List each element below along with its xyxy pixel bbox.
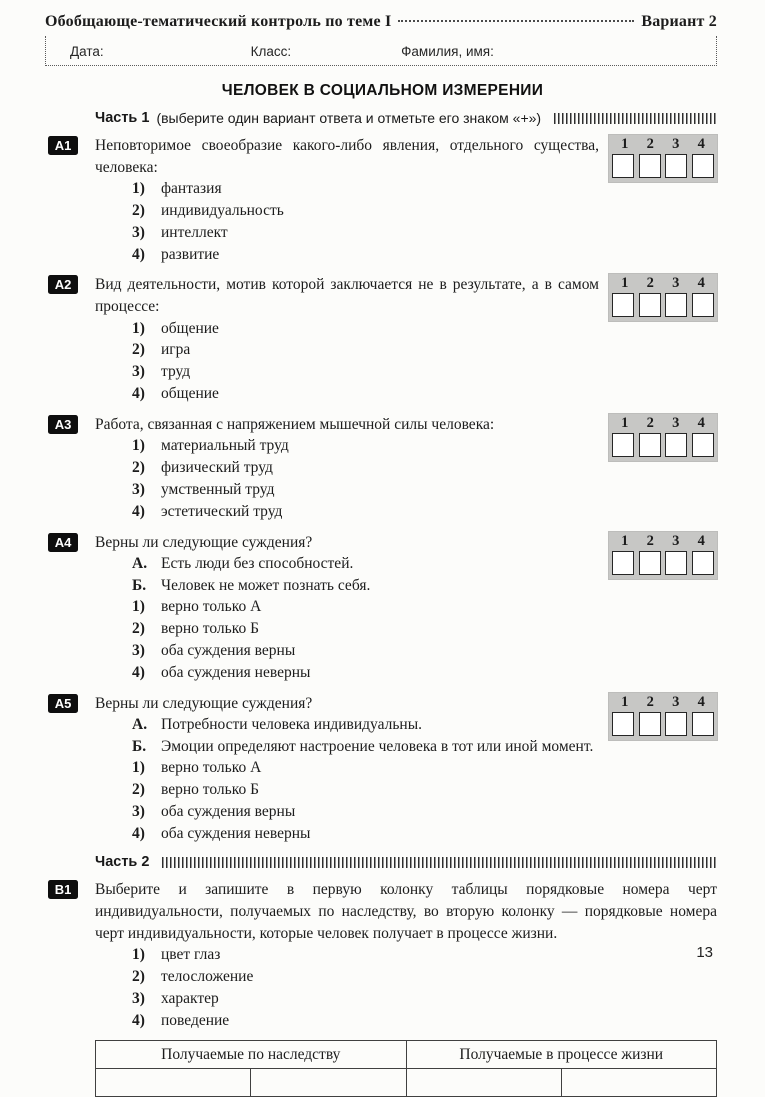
question-a4 (48, 532, 717, 684)
option (95, 944, 717, 966)
option-number: 1) (132, 598, 145, 616)
grid-col-label: 1 (621, 693, 629, 710)
table-answer-cell-3[interactable] (406, 1069, 561, 1097)
table-answer-cell-4[interactable] (561, 1069, 716, 1097)
grid-col-label: 3 (672, 532, 680, 549)
header-title-row (45, 13, 717, 31)
answer-grid-boxes (612, 154, 714, 178)
option-text: оба суждения верны (161, 802, 296, 820)
grid-col-label: 4 (697, 275, 705, 292)
option-number: 4) (132, 245, 145, 263)
page-number: 13 (696, 944, 713, 961)
option-number: 3) (132, 802, 145, 820)
option (95, 988, 717, 1010)
question-a1-badge: А1 (48, 136, 78, 155)
question-stem: Работа, связанная с напряжением мышечной силы человека: (95, 415, 495, 433)
option-number: 2) (132, 459, 145, 477)
name-input-area[interactable] (494, 45, 706, 59)
statement-letter: Б. (132, 576, 147, 594)
option-text: верно только А (161, 598, 262, 616)
question-b1-badge: В1 (48, 880, 78, 899)
option-number: 3) (132, 363, 145, 381)
statement-letter: Б. (132, 737, 147, 755)
grid-col-label: 3 (672, 693, 680, 710)
option-text: игра (161, 341, 191, 359)
option-text: верно только Б (161, 781, 259, 799)
option (95, 596, 717, 618)
answer-box-3[interactable] (665, 712, 687, 736)
option (95, 383, 717, 405)
option-number: 4) (132, 502, 145, 520)
question-a2 (48, 274, 717, 404)
answer-grid-header (612, 274, 714, 293)
option-text: поведение (161, 1011, 230, 1029)
options-list (95, 596, 717, 683)
answer-box-2[interactable] (639, 551, 661, 575)
option-text: развитие (161, 245, 220, 263)
table-header-acquired: Получаемые в процессе жизни (406, 1041, 717, 1069)
grid-col-label: 3 (672, 414, 680, 431)
option (95, 966, 717, 988)
option-number: 1) (132, 437, 145, 455)
option-number: 1) (132, 759, 145, 777)
answer-box-3[interactable] (665, 433, 687, 457)
option-text: оба суждения неверны (161, 824, 311, 842)
options-list (95, 318, 717, 405)
answer-grid-header (612, 532, 714, 551)
option-number: 4) (132, 824, 145, 842)
b1-answer-table (95, 1040, 717, 1097)
option-number: 2) (132, 620, 145, 638)
variant-label: Вариант 2 (641, 13, 717, 30)
answer-box-3[interactable] (665, 551, 687, 575)
option (95, 501, 717, 523)
date-label: Дата: (70, 44, 104, 59)
option-text: физический труд (161, 459, 273, 477)
answer-grid-boxes (612, 433, 714, 457)
grid-col-label: 3 (672, 275, 680, 292)
option (95, 662, 717, 684)
answer-grid-a5 (609, 693, 717, 740)
option-number: 2) (132, 341, 145, 359)
option-text: цвет глаз (161, 946, 221, 964)
answer-box-4[interactable] (692, 293, 714, 317)
option-number: 1) (132, 319, 145, 337)
header (45, 13, 717, 66)
option-text: фантазия (161, 180, 222, 198)
statement-text: Потребности человека индивидуальны. (161, 716, 423, 734)
answer-grid-boxes (612, 293, 714, 317)
answer-box-4[interactable] (692, 433, 714, 457)
answer-box-2[interactable] (639, 293, 661, 317)
answer-box-1[interactable] (612, 551, 634, 575)
option (95, 823, 717, 845)
option-text: характер (161, 989, 219, 1007)
option (95, 479, 717, 501)
option-number: 4) (132, 663, 145, 681)
answer-grid-a3 (609, 414, 717, 461)
answer-grid-boxes (612, 551, 714, 575)
question-a4-badge: А4 (48, 533, 78, 552)
part2-label: Часть 2 (95, 854, 150, 871)
grid-col-label: 4 (697, 136, 705, 152)
question-stem: Вид деятельности, мотив которой заключается не в результате, а в самом процессе: (95, 276, 599, 315)
table-answer-cell-1[interactable] (96, 1069, 251, 1097)
option-text: труд (161, 363, 191, 381)
hatch-band (162, 857, 717, 868)
option-number: 2) (132, 781, 145, 799)
answer-box-3[interactable] (665, 293, 687, 317)
dotted-leader (398, 20, 634, 22)
grid-col-label: 4 (697, 693, 705, 710)
option-number: 4) (132, 384, 145, 402)
answer-box-4[interactable] (692, 154, 714, 178)
option-text: интеллект (161, 223, 228, 241)
option (95, 339, 717, 361)
statement-letter: А. (132, 716, 148, 734)
table-body-row (96, 1069, 717, 1097)
answer-grid-header (612, 414, 714, 433)
question-stem: Верны ли следующие суждения? (95, 694, 313, 712)
grid-col-label: 1 (621, 414, 629, 431)
options-list (95, 757, 717, 844)
option-number: 4) (132, 1011, 145, 1029)
option-number: 3) (132, 480, 145, 498)
answer-box-2[interactable] (639, 712, 661, 736)
question-a2-badge: А2 (48, 275, 78, 294)
option-text: материальный труд (161, 437, 289, 455)
answer-grid-boxes (612, 712, 714, 736)
option (95, 222, 717, 244)
option-text: оба суждения неверны (161, 663, 311, 681)
option (95, 757, 717, 779)
option (95, 1010, 717, 1032)
option (95, 801, 717, 823)
option (95, 640, 717, 662)
answer-grid-a4 (609, 532, 717, 579)
answer-grid-header (612, 135, 714, 154)
question-a1 (48, 135, 717, 265)
question-stem: Выберите и запишите в первую колонку таблицы порядковые номера черт индивидуальности, получаемых по наследству, во вторую колонку — порядковые номера черт индивидуальности, которые человек получает в процессе жизни. (95, 881, 717, 942)
table-header-inherited: Получаемые по наследству (96, 1041, 407, 1069)
options-list (95, 178, 717, 265)
option-number: 3) (132, 989, 145, 1007)
grid-col-label: 2 (646, 532, 654, 549)
option-number: 1) (132, 946, 145, 964)
statement-text: Эмоции определяют настроение человека в тот или иной момент. (161, 737, 594, 755)
answer-box-1[interactable] (612, 293, 634, 317)
page-title: ЧЕЛОВЕК В СОЦИАЛЬНОМ ИЗМЕРЕНИИ (221, 82, 544, 99)
part1-label: Часть 1 (95, 110, 150, 126)
part1-heading (95, 110, 717, 126)
option-text: индивидуальность (161, 201, 284, 219)
grid-col-label: 2 (646, 414, 654, 431)
option-number: 1) (132, 180, 145, 198)
option-text: умственный труд (161, 480, 275, 498)
option-number: 2) (132, 968, 145, 986)
student-info-box (45, 36, 717, 66)
question-a5 (48, 693, 717, 845)
statement-letter: А. (132, 555, 148, 573)
grid-col-label: 4 (697, 414, 705, 431)
option-text: оба суждения верны (161, 641, 296, 659)
grid-col-label: 2 (646, 275, 654, 292)
grid-col-label: 1 (621, 532, 629, 549)
answer-box-3[interactable] (665, 154, 687, 178)
answer-grid-header (612, 693, 714, 712)
option-text: телосложение (161, 968, 254, 986)
option (95, 361, 717, 383)
date-input-area[interactable] (104, 45, 229, 59)
header-title: Обобщающе-тематический контроль по теме I (45, 13, 392, 30)
question-stem: Верны ли следующие суждения? (95, 533, 313, 551)
answer-box-4[interactable] (692, 551, 714, 575)
option-number: 2) (132, 201, 145, 219)
table-header-row (96, 1041, 717, 1069)
part1-instruction: (выберите один вариант ответа и отметьте его знаком «+») (156, 110, 542, 126)
option (95, 618, 717, 640)
options-list (95, 944, 717, 1031)
part2-heading (95, 854, 717, 870)
grid-col-label: 2 (646, 693, 654, 710)
option-text: эстетический труд (161, 502, 283, 520)
question-b1 (48, 879, 717, 1097)
question-a5-badge: А5 (48, 694, 78, 713)
answer-grid-a2 (609, 274, 717, 321)
answer-box-1[interactable] (612, 433, 634, 457)
option-text: общение (161, 384, 219, 402)
answer-box-1[interactable] (612, 712, 634, 736)
grid-col-label: 1 (621, 136, 629, 152)
question-a3-badge: А3 (48, 415, 78, 434)
answer-box-2[interactable] (639, 433, 661, 457)
statement-text: Есть люди без способностей. (161, 555, 354, 573)
grid-col-label: 2 (646, 136, 654, 152)
table-answer-cell-2[interactable] (251, 1069, 406, 1097)
grid-col-label: 3 (672, 136, 680, 152)
statement-text: Человек не может познать себя. (161, 576, 371, 594)
answer-box-1[interactable] (612, 154, 634, 178)
option (95, 244, 717, 266)
option-number: 3) (132, 223, 145, 241)
name-label: Фамилия, имя: (401, 44, 494, 59)
option-text: верно только А (161, 759, 262, 777)
question-stem: Неповторимое своеобразие какого-либо явления, отдельного существа, человека: (95, 137, 599, 176)
option-text: общение (161, 319, 219, 337)
option (95, 200, 717, 222)
answer-box-4[interactable] (692, 712, 714, 736)
option-text: верно только Б (161, 620, 259, 638)
answer-grid-a1 (609, 135, 717, 182)
option-number: 3) (132, 641, 145, 659)
answer-box-2[interactable] (639, 154, 661, 178)
question-a3 (48, 414, 717, 523)
hatch-band (554, 113, 717, 124)
grid-col-label: 4 (697, 532, 705, 549)
class-label: Класс: (250, 44, 292, 59)
class-input-area[interactable] (291, 45, 379, 59)
option (95, 779, 717, 801)
grid-col-label: 1 (621, 275, 629, 292)
